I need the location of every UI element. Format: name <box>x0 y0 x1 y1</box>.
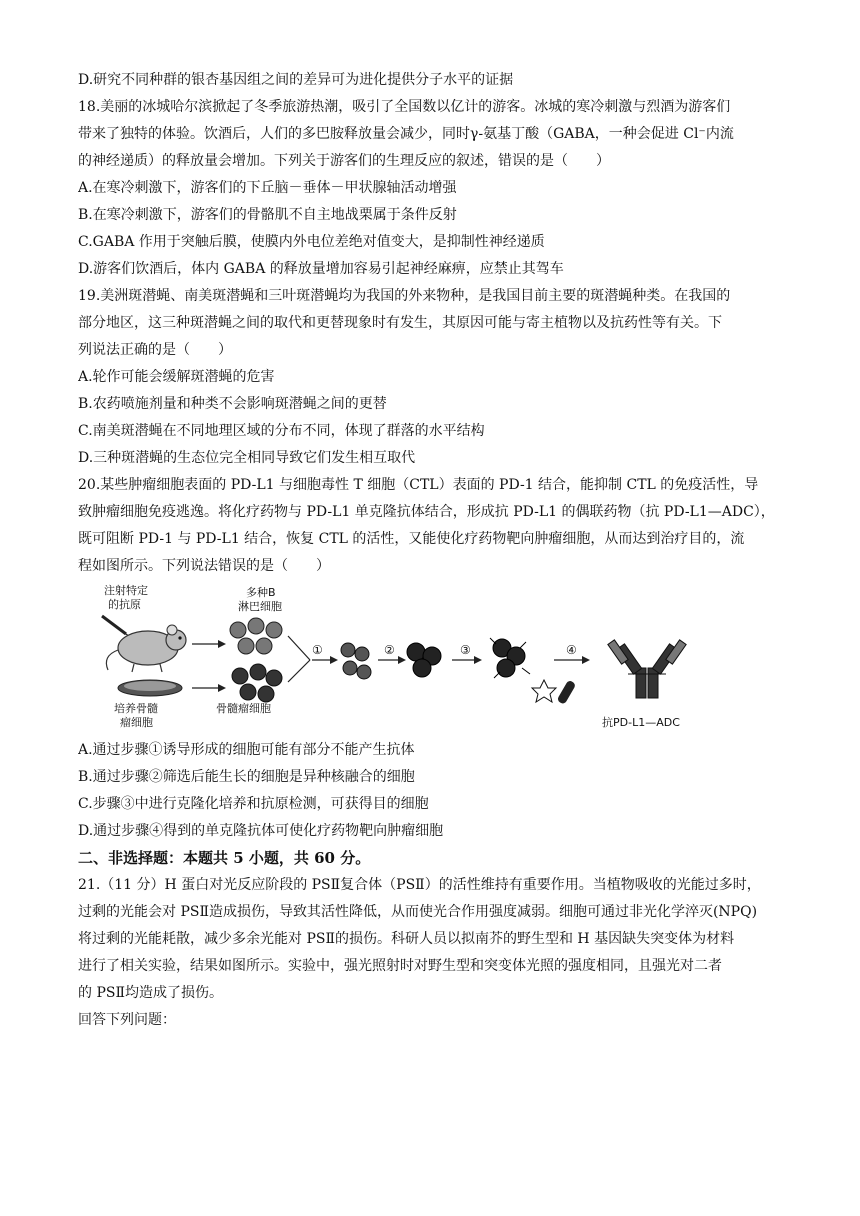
step-3-label: ③ <box>460 643 471 657</box>
figure-label-inject-2: 的抗原 <box>108 598 141 611</box>
section-title: 二、非选择题：本题共 5 小题，共 60 分。 <box>78 849 371 867</box>
arrow-head-step-2 <box>398 656 406 664</box>
q19-option-b: B.农药喷施剂量和种类不会影响斑潜蝇之间的更替 <box>78 396 387 412</box>
arrow-head-step-1 <box>330 656 338 664</box>
arrow-head-mouse <box>218 640 226 648</box>
fused-cells-cluster <box>341 643 371 679</box>
q21-stem-line-2: 过剩的光能会对 PSⅡ造成损伤，导致其活性降低，从而使光合作用强度减弱。细胞可通过非光化学淬灭(NPQ) <box>78 904 758 920</box>
myeloma-cells-cluster <box>232 664 282 702</box>
monoclonal-antibody-flow-figure <box>98 584 710 734</box>
q18-option-b: B.在寒冷刺激下，游客们的骨骼肌不自主地战栗属于条件反射 <box>78 207 457 223</box>
q17-option-d: D.研究不同种群的银杏基因组之间的差异可为进化提供分子水平的证据 <box>78 72 514 88</box>
q21-stem-line-1: 21.（11 分）H 蛋白对光反应阶段的 PSⅡ复合体（PSⅡ）的活性维持有重要作用。当植物吸收的光能过多时， <box>78 877 761 893</box>
q18-stem-line-3: 的神经递质）的释放量会增加。下列关于游客们的生理反应的叙述，错误的是（ ） <box>78 153 610 169</box>
q18-stem-line-1: 18.美丽的冰城哈尔滨掀起了冬季旅游热潮，吸引了全国数以亿计的游客。冰城的寒冷刺激与烈酒为游客们 <box>78 99 731 115</box>
step-2-label: ② <box>384 643 395 657</box>
q21-answer-prompt: 回答下列问题： <box>78 1012 176 1028</box>
figure-label-inject-1: 注射特定 <box>104 584 148 597</box>
step-1-label: ① <box>312 643 323 657</box>
q20-stem-line-1: 20.某些肿瘤细胞表面的 PD-L1 与细胞毒性 T 细胞（CTL）表面的 PD-1 结合，能抑制 CTL 的免疫活性，导 <box>78 477 759 493</box>
q19-option-a: A.轮作可能会缓解斑潜蝇的危害 <box>78 369 275 385</box>
q18-option-a: A.在寒冷刺激下，游客们的下丘脑－垂体－甲状腺轴活动增强 <box>78 180 457 196</box>
q20-option-a: A.通过步骤①诱导形成的细胞可能有部分不能产生抗体 <box>78 742 415 758</box>
arrow-head-dish <box>218 684 226 692</box>
q18-option-c: C.GABA 作用于突触后膜，使膜内外电位差绝对值变大，是抑制性神经递质 <box>78 234 545 250</box>
q20-option-c: C.步骤③中进行克隆化培养和抗原检测，可获得目的细胞 <box>78 796 429 812</box>
figure-label-culture-2: 瘤细胞 <box>120 716 153 729</box>
q19-option-d: D.三种斑潜蝇的生态位完全相同导致它们发生相互取代 <box>78 450 416 466</box>
q20-stem-line-2: 致肿瘤细胞免疫逃逸。将化疗药物与 PD-L1 单克隆抗体结合，形成抗 PD-L1 的偶联药物（抗 PD-L1—ADC）， <box>78 504 775 520</box>
step-4-label: ④ <box>566 643 577 657</box>
q20-stem-line-3: 既可阻断 PD-1 与 PD-L1 结合，恢复 CTL 的活性，又能使化疗药物靶向肿瘤细胞，从而达到治疗目的，流 <box>78 531 745 547</box>
merge-line-bottom <box>288 660 310 682</box>
q20-stem-line-4: 程如图所示。下列说法错误的是（ ） <box>78 558 330 574</box>
q19-stem-line-2: 部分地区，这三种斑潜蝇之间的取代和更替现象时有发生，其原因可能与寄主植物以及抗药性等有关。下 <box>78 315 722 331</box>
q21-stem-line-4: 进行了相关实验，结果如图所示。实验中，强光照射时对野生型和突变体光照的强度相同，且强光对二者 <box>78 958 722 974</box>
q19-stem-line-3: 列说法正确的是（ ） <box>78 342 232 358</box>
arrow-head-step-3 <box>474 656 482 664</box>
q18-stem-line-2: 带来了独特的体验。饮酒后，人们的多巴胺释放量会减少，同时γ-氨基丁酸（GABA，一种会促进 Cl⁻内流 <box>78 126 734 142</box>
q20-option-d: D.通过步骤④得到的单克隆抗体可使化疗药物靶向肿瘤细胞 <box>78 823 444 839</box>
adc-antibody-icon <box>608 640 686 698</box>
q21-stem-line-5: 的 PSⅡ均造成了损伤。 <box>78 985 223 1001</box>
b-lymphocytes-cluster <box>230 618 282 654</box>
q18-option-d: D.游客们饮酒后，体内 GABA 的释放量增加容易引起神经麻痹，应禁止其驾车 <box>78 261 564 277</box>
figure-label-adc: 抗PD-L1—ADC <box>602 716 680 729</box>
arrow-head-step-4 <box>582 656 590 664</box>
drug-molecule-icon <box>532 680 576 705</box>
q19-option-c: C.南美斑潜蝇在不同地理区域的分布不同，体现了群落的水平结构 <box>78 423 485 439</box>
figure-label-bcells-2: 淋巴细胞 <box>238 600 282 613</box>
hybridoma-cells-cluster <box>407 643 441 677</box>
figure-label-bcells-1: 多种B <box>246 586 276 599</box>
mouse-icon <box>106 625 186 672</box>
figure-label-culture-1: 培养骨髓 <box>114 702 158 715</box>
figure-label-myeloma: 骨髓瘤细胞 <box>216 702 271 715</box>
merge-line-top <box>288 636 310 660</box>
antibody-secreting-cells <box>490 638 530 678</box>
culture-dish-icon <box>118 680 182 696</box>
q19-stem-line-1: 19.美洲斑潜蝇、南美斑潜蝇和三叶斑潜蝇均为我国的外来物种，是我国目前主要的斑潜蝇种类。在我国的 <box>78 288 731 304</box>
q20-option-b: B.通过步骤②筛选后能生长的细胞是异种核融合的细胞 <box>78 769 415 785</box>
q21-stem-line-3: 将过剩的光能耗散，减少多余光能对 PSⅡ的损伤。科研人员以拟南芥的野生型和 H 基因缺失突变体为材料 <box>78 931 735 947</box>
